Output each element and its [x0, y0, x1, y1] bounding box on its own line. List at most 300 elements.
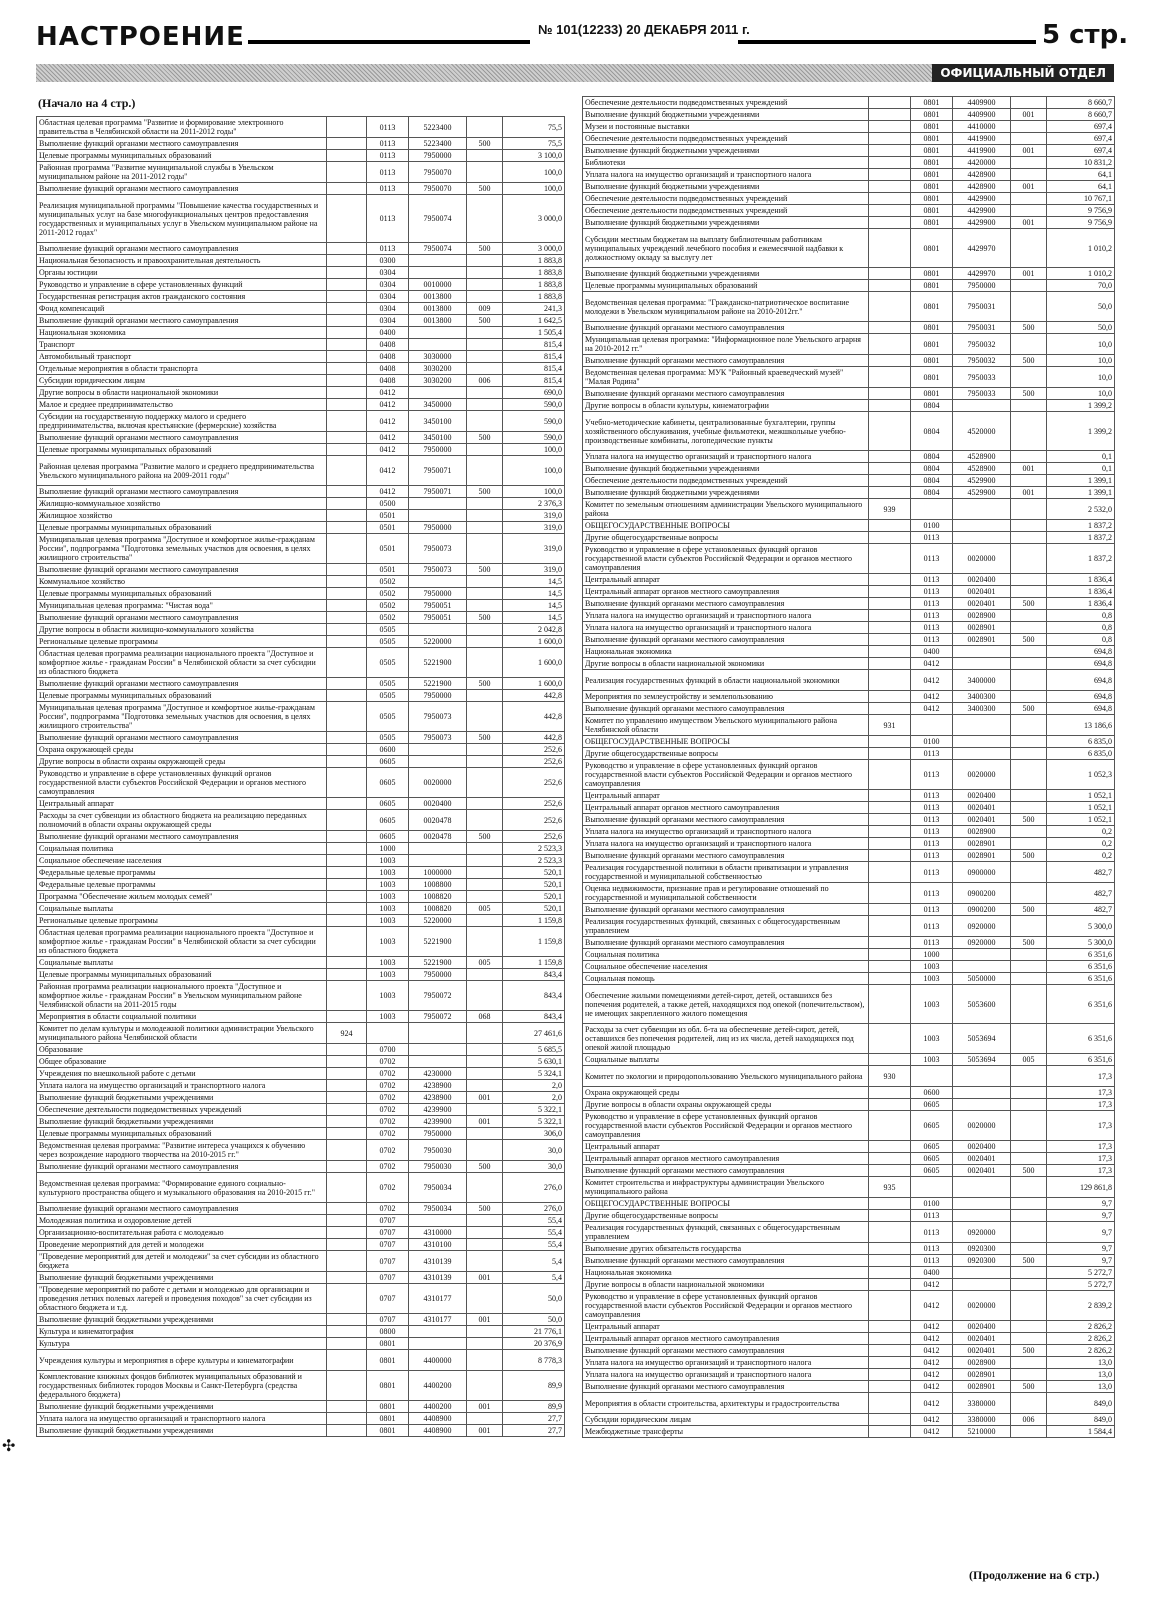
row-expense-type [467, 1350, 503, 1371]
table-row [37, 1413, 565, 1425]
row-amount: 55,4 [503, 1239, 565, 1251]
row-amount: 14,5 [503, 600, 565, 612]
row-expense-type: 006 [467, 375, 503, 387]
row-name: Руководство и управление в сфере установленных функций органов государственной власти субъектов Российской Федерации и органов местного самоуправления [583, 1291, 869, 1321]
row-name: Ведомственная целевая программа: "Формирование единого социально-культурного пространства общего и музыкального образования на 2010-2015 гг." [37, 1173, 327, 1203]
row-amount: 1 052,3 [1047, 760, 1115, 790]
row-name: Мероприятия в области строительства, архитектуры и градостроительства [583, 1393, 869, 1414]
budget-table-right [582, 96, 1115, 1438]
row-dept-code [869, 367, 911, 388]
row-expense-type [467, 267, 503, 279]
row-section-code: 0505 [367, 678, 409, 690]
row-section-code: 0707 [367, 1251, 409, 1272]
row-amount: 6 351,6 [1047, 985, 1115, 1024]
row-amount: 2 523,3 [503, 843, 565, 855]
row-target-code: 0028901 [953, 850, 1011, 862]
row-dept-code [869, 229, 911, 268]
row-amount: 30,0 [503, 1140, 565, 1161]
row-expense-type [1011, 280, 1047, 292]
row-expense-type [1011, 1243, 1047, 1255]
row-section-code: 1003 [367, 867, 409, 879]
row-dept-code [869, 133, 911, 145]
row-dept-code [869, 292, 911, 322]
table-row [37, 957, 565, 969]
row-dept-code [327, 117, 367, 138]
row-name: Другие общегосударственные вопросы [583, 532, 869, 544]
row-amount: 306,0 [503, 1128, 565, 1140]
table-row [583, 280, 1115, 292]
department-title: ОФИЦИАЛЬНЫЙ ОТДЕЛ [932, 64, 1114, 82]
row-amount: 0,8 [1047, 622, 1115, 634]
row-name: Обеспечение деятельности подведомственных учреждений [583, 193, 869, 205]
row-name: Уплата налога на имущество организаций и транспортного налога [583, 622, 869, 634]
row-expense-type [1011, 1141, 1047, 1153]
row-amount: 1 052,1 [1047, 814, 1115, 826]
row-expense-type [1011, 451, 1047, 463]
row-amount: 0,8 [1047, 610, 1115, 622]
row-dept-code [869, 532, 911, 544]
row-dept-code [869, 1369, 911, 1381]
row-dept-code [869, 610, 911, 622]
row-section-code: 0605 [911, 1111, 953, 1141]
row-section-code: 0412 [367, 411, 409, 432]
row-amount: 17,3 [1047, 1153, 1115, 1165]
table-row [583, 691, 1115, 703]
row-name: Целевые программы муниципальных образований [37, 969, 327, 981]
row-target-code: 1008820 [409, 903, 467, 915]
row-expense-type [1011, 1210, 1047, 1222]
table-row [583, 1333, 1115, 1345]
row-target-code [953, 520, 1011, 532]
row-target-code: 4400200 [409, 1401, 467, 1413]
masthead [0, 0, 1170, 62]
row-dept-code [327, 1056, 367, 1068]
row-amount: 694,8 [1047, 703, 1115, 715]
row-dept-code [869, 790, 911, 802]
row-amount: 843,4 [503, 1011, 565, 1023]
row-target-code [409, 267, 467, 279]
table-row [583, 1054, 1115, 1066]
row-name: Выполнение функций бюджетными учреждениями [37, 1272, 327, 1284]
row-dept-code [869, 322, 911, 334]
row-amount: 1 159,8 [503, 915, 565, 927]
row-name: Уплата налога на имущество организаций и транспортного налога [37, 1080, 327, 1092]
row-name: Уплата налога на имущество организаций и транспортного налога [583, 169, 869, 181]
row-amount: 849,0 [1047, 1393, 1115, 1414]
table-row [583, 121, 1115, 133]
row-dept-code [327, 843, 367, 855]
row-dept-code [327, 1371, 367, 1401]
table-row [37, 732, 565, 744]
row-expense-type: 001 [1011, 181, 1047, 193]
row-target-code: 4238900 [409, 1080, 467, 1092]
row-dept-code [869, 1198, 911, 1210]
row-amount: 75,5 [503, 117, 565, 138]
row-amount: 2,0 [503, 1080, 565, 1092]
row-amount: 252,6 [503, 810, 565, 831]
row-target-code [409, 756, 467, 768]
row-target-code: 0020000 [953, 760, 1011, 790]
row-dept-code [869, 985, 911, 1024]
row-section-code: 0502 [367, 588, 409, 600]
row-target-code: 0920300 [953, 1255, 1011, 1267]
row-expense-type: 001 [467, 1116, 503, 1128]
row-amount: 14,5 [503, 588, 565, 600]
row-section-code: 0412 [367, 486, 409, 498]
row-section-code: 0408 [367, 363, 409, 375]
row-expense-type [467, 798, 503, 810]
row-expense-type [1011, 1333, 1047, 1345]
row-dept-code [327, 1284, 367, 1314]
row-expense-type [1011, 748, 1047, 760]
row-expense-type: 500 [1011, 814, 1047, 826]
row-dept-code [869, 1393, 911, 1414]
row-amount: 27 461,6 [503, 1023, 565, 1044]
row-expense-type [467, 456, 503, 486]
row-section-code: 0100 [911, 520, 953, 532]
table-row [583, 181, 1115, 193]
row-expense-type [467, 1044, 503, 1056]
row-dept-code [327, 1338, 367, 1350]
row-dept-code [327, 612, 367, 624]
row-name: Выполнение функций органами местного самоуправления [583, 904, 869, 916]
row-dept-code [327, 756, 367, 768]
row-expense-type: 500 [467, 831, 503, 843]
row-amount: 1 883,8 [503, 267, 565, 279]
row-section-code: 1003 [367, 969, 409, 981]
row-target-code: 0920300 [953, 1243, 1011, 1255]
row-dept-code [869, 205, 911, 217]
row-name: Руководство и управление в сфере установленных функций органов государственной власти субъектов Российской Федерации и органов местного самоуправления [583, 1111, 869, 1141]
table-row [583, 388, 1115, 400]
row-section-code: 1003 [367, 957, 409, 969]
row-name: Выполнение функций бюджетными учреждениями [37, 1092, 327, 1104]
row-name: Муниципальная целевая программа "Доступное и комфортное жилье-гражданам России", подпрограмма "Подготовка земельных участков для освоения, в целях жилищного строительства" [37, 702, 327, 732]
row-section-code: 0801 [911, 292, 953, 322]
row-name: Выполнение функций бюджетными учреждениями [37, 1314, 327, 1326]
row-dept-code [869, 157, 911, 169]
row-expense-type [467, 843, 503, 855]
row-expense-type [467, 879, 503, 891]
table-row [37, 315, 565, 327]
row-amount: 5 300,0 [1047, 937, 1115, 949]
row-dept-code: 935 [869, 1177, 911, 1198]
table-row [583, 193, 1115, 205]
row-expense-type: 500 [467, 564, 503, 576]
row-target-code: 0020000 [953, 1111, 1011, 1141]
row-section-code: 1003 [367, 879, 409, 891]
row-name: Реализация муниципальной программы "Повышение качества государственных и муниципальных услуг на базе многофункциональных центров предоставления государственных и муниципальных услуг в Увельском муниципальном районе на 2011-2012 годах" [37, 195, 327, 243]
row-name: Выполнение функций органами местного самоуправления [583, 703, 869, 715]
row-amount: 13 186,6 [1047, 715, 1115, 736]
row-section-code: 0113 [911, 904, 953, 916]
row-amount: 1 584,4 [1047, 1426, 1115, 1438]
row-section-code: 0702 [367, 1068, 409, 1080]
table-row [37, 798, 565, 810]
row-section-code: 0702 [367, 1056, 409, 1068]
row-amount: 17,3 [1047, 1141, 1115, 1153]
row-dept-code [869, 1141, 911, 1153]
page-number: 5 стр. [1042, 20, 1129, 50]
row-target-code: 3400300 [953, 703, 1011, 715]
row-section-code: 0600 [911, 1087, 953, 1099]
table-row [583, 748, 1115, 760]
row-section-code: 1003 [367, 1011, 409, 1023]
row-target-code: 3030200 [409, 375, 467, 387]
row-section-code: 0702 [367, 1203, 409, 1215]
row-expense-type [467, 1104, 503, 1116]
row-section-code: 0113 [367, 195, 409, 243]
row-expense-type [467, 891, 503, 903]
row-dept-code [327, 1140, 367, 1161]
row-name: Руководство и управление в сфере установленных функций органов государственной власти субъектов Российской Федерации и органов местного самоуправления [583, 760, 869, 790]
table-row [583, 1321, 1115, 1333]
row-target-code: 0900200 [953, 904, 1011, 916]
table-row [37, 1251, 565, 1272]
table-row [583, 1255, 1115, 1267]
row-section-code: 0408 [367, 339, 409, 351]
row-target-code: 4408900 [409, 1425, 467, 1437]
row-amount: 590,0 [503, 432, 565, 444]
row-target-code: 4429900 [953, 193, 1011, 205]
row-target-code: 7950072 [409, 1011, 467, 1023]
row-expense-type [1011, 838, 1047, 850]
table-row [583, 1381, 1115, 1393]
row-amount: 590,0 [503, 399, 565, 411]
row-target-code: 4528900 [953, 463, 1011, 475]
row-section-code: 1003 [367, 915, 409, 927]
row-target-code: 7950000 [409, 150, 467, 162]
row-section-code: 0801 [911, 355, 953, 367]
row-expense-type [467, 702, 503, 732]
row-expense-type: 001 [467, 1314, 503, 1326]
row-amount: 1 399,1 [1047, 475, 1115, 487]
row-amount: 697,4 [1047, 145, 1115, 157]
row-dept-code [327, 690, 367, 702]
row-dept-code [327, 1068, 367, 1080]
table-row [583, 463, 1115, 475]
row-name: Комитет по экологии и природопользованию Увельского муниципального района [583, 1066, 869, 1087]
row-name: Национальная экономика [583, 1267, 869, 1279]
row-section-code: 0113 [911, 790, 953, 802]
row-expense-type [1011, 1177, 1047, 1198]
row-expense-type [1011, 916, 1047, 937]
row-amount: 2 376,3 [503, 498, 565, 510]
row-amount: 252,6 [503, 768, 565, 798]
row-dept-code [869, 1222, 911, 1243]
row-target-code [953, 715, 1011, 736]
row-amount: 1 600,0 [503, 648, 565, 678]
row-name: Региональные целевые программы [37, 636, 327, 648]
row-dept-code [869, 1153, 911, 1165]
row-expense-type [1011, 367, 1047, 388]
row-target-code: 7950033 [953, 388, 1011, 400]
row-section-code: 0801 [911, 367, 953, 388]
row-amount: 9 756,9 [1047, 217, 1115, 229]
row-expense-type [1011, 610, 1047, 622]
row-dept-code [327, 534, 367, 564]
row-target-code: 0920000 [953, 937, 1011, 949]
masthead-rule-left [248, 40, 530, 44]
row-name: Выполнение функций органами местного самоуправления [37, 612, 327, 624]
row-name: Центральный аппарат [37, 798, 327, 810]
row-section-code: 0702 [367, 1173, 409, 1203]
row-dept-code [869, 1333, 911, 1345]
table-row [37, 879, 565, 891]
row-amount: 1 837,2 [1047, 532, 1115, 544]
row-amount: 1 600,0 [503, 636, 565, 648]
row-section-code: 0605 [911, 1099, 953, 1111]
row-dept-code [869, 109, 911, 121]
table-row [37, 183, 565, 195]
table-row [37, 1104, 565, 1116]
row-target-code: 4529900 [953, 475, 1011, 487]
row-section-code: 0113 [367, 138, 409, 150]
row-section-code: 0113 [911, 760, 953, 790]
row-name: Учебно-методические кабинеты, централизованные бухгалтерии, группы хозяйственного обслуживания, учебные фильмотеки, межшкольные учебно-производственные комбинаты, логопедические пункты [583, 412, 869, 451]
row-amount: 1 159,8 [503, 927, 565, 957]
table-row [37, 564, 565, 576]
table-row [583, 268, 1115, 280]
row-expense-type [1011, 334, 1047, 355]
row-section-code: 0804 [911, 400, 953, 412]
row-name: Уплата налога на имущество организаций и транспортного налога [583, 610, 869, 622]
row-name: Выполнение функций органами местного самоуправления [37, 732, 327, 744]
row-amount: 9,7 [1047, 1210, 1115, 1222]
row-expense-type [467, 1371, 503, 1401]
row-name: Целевые программы муниципальных образований [37, 150, 327, 162]
row-amount: 319,0 [503, 564, 565, 576]
row-target-code: 0020401 [953, 814, 1011, 826]
row-expense-type [1011, 1087, 1047, 1099]
row-expense-type [467, 915, 503, 927]
row-dept-code [327, 576, 367, 588]
row-amount: 590,0 [503, 411, 565, 432]
row-target-code [409, 1215, 467, 1227]
table-row [37, 903, 565, 915]
row-section-code: 0412 [911, 703, 953, 715]
row-expense-type [467, 1080, 503, 1092]
row-section-code: 0605 [911, 1165, 953, 1177]
row-section-code: 0801 [911, 217, 953, 229]
row-amount: 6 351,6 [1047, 961, 1115, 973]
row-name: Выполнение функций органами местного самоуправления [37, 183, 327, 195]
row-amount: 10 831,2 [1047, 157, 1115, 169]
row-section-code: 0412 [911, 1345, 953, 1357]
row-name: Выполнение функций органами местного самоуправления [583, 850, 869, 862]
row-target-code: 4230000 [409, 1068, 467, 1080]
row-expense-type [1011, 760, 1047, 790]
row-expense-type [467, 576, 503, 588]
row-amount: 14,5 [503, 612, 565, 624]
row-expense-type [467, 648, 503, 678]
row-amount: 694,8 [1047, 670, 1115, 691]
row-section-code: 0113 [911, 1243, 953, 1255]
row-section-code: 0113 [911, 1210, 953, 1222]
row-section-code: 0505 [367, 648, 409, 678]
row-target-code: 7950030 [409, 1161, 467, 1173]
row-amount: 1 399,2 [1047, 412, 1115, 451]
row-dept-code [869, 883, 911, 904]
row-section-code: 0801 [367, 1371, 409, 1401]
row-dept-code [327, 1203, 367, 1215]
row-section-code: 0412 [367, 444, 409, 456]
row-amount: 17,3 [1047, 1087, 1115, 1099]
row-target-code: 5221900 [409, 648, 467, 678]
row-dept-code [327, 522, 367, 534]
row-amount: 815,4 [503, 339, 565, 351]
table-row [583, 157, 1115, 169]
row-section-code: 0801 [911, 268, 953, 280]
row-section-code: 0113 [367, 243, 409, 255]
row-target-code: 5220000 [409, 636, 467, 648]
table-row [583, 1267, 1115, 1279]
row-name: Руководство и управление в сфере установленных функций [37, 279, 327, 291]
row-name: Реализация государственных функций, связанных с общегосударственным управлением [583, 916, 869, 937]
table-row [583, 1369, 1115, 1381]
row-amount: 2 532,0 [1047, 499, 1115, 520]
table-row [37, 267, 565, 279]
row-section-code: 0801 [911, 121, 953, 133]
row-section-code: 0700 [367, 1044, 409, 1056]
row-section-code: 0412 [911, 1291, 953, 1321]
row-amount: 1 837,2 [1047, 520, 1115, 532]
row-target-code [953, 532, 1011, 544]
row-dept-code [869, 691, 911, 703]
table-row [583, 1243, 1115, 1255]
row-name: Ведомственная целевая программа: МУК "Районный краеведческий музей" "Малая Родина" [583, 367, 869, 388]
row-section-code: 0702 [367, 1116, 409, 1128]
row-dept-code [327, 1314, 367, 1326]
row-target-code: 5220000 [409, 915, 467, 927]
table-row [583, 715, 1115, 736]
row-amount: 10,0 [1047, 388, 1115, 400]
row-name: ОБЩЕГОСУДАРСТВЕННЫЕ ВОПРОСЫ [583, 736, 869, 748]
row-name: Районная целевая программа "Развитие малого и среднего предпринимательства Увельского муниципального района на 2009-2011 годы" [37, 456, 327, 486]
row-dept-code [327, 444, 367, 456]
row-target-code: 5221900 [409, 927, 467, 957]
row-expense-type [1011, 1198, 1047, 1210]
row-section-code: 0501 [367, 510, 409, 522]
row-expense-type [467, 927, 503, 957]
row-name: Учреждения по внешкольной работе с детьми [37, 1068, 327, 1080]
table-row [37, 138, 565, 150]
row-name: Образование [37, 1044, 327, 1056]
row-name: Культура [37, 1338, 327, 1350]
row-dept-code [327, 831, 367, 843]
table-row [37, 291, 565, 303]
row-name: Центральный аппарат [583, 1321, 869, 1333]
row-name: Центральный аппарат органов местного самоуправления [583, 802, 869, 814]
row-target-code: 7950000 [409, 444, 467, 456]
row-section-code: 0113 [367, 117, 409, 138]
row-dept-code [327, 891, 367, 903]
row-name: Охрана окружающей среды [37, 744, 327, 756]
table-row [583, 169, 1115, 181]
row-name: Обеспечение деятельности подведомственных учреждений [37, 1104, 327, 1116]
row-dept-code [869, 475, 911, 487]
table-row [583, 1024, 1115, 1054]
row-amount: 20 376,9 [503, 1338, 565, 1350]
row-section-code: 0702 [367, 1140, 409, 1161]
row-target-code: 0020478 [409, 810, 467, 831]
row-dept-code [869, 121, 911, 133]
row-target-code: 7950073 [409, 732, 467, 744]
table-row [583, 658, 1115, 670]
row-amount: 5 324,1 [503, 1068, 565, 1080]
row-target-code: 7950031 [953, 292, 1011, 322]
row-expense-type [1011, 1357, 1047, 1369]
